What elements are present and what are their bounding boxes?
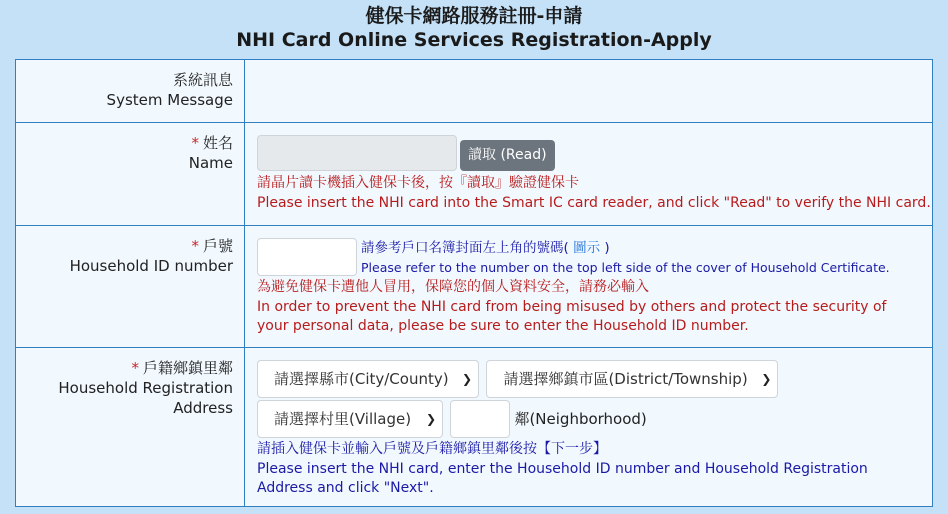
page-title-zh: 健保卡網路服務註冊-申請 [365, 5, 583, 27]
household-id-warn-en: In order to prevent the NHI card from being misused by others and protect the security of your personal data, please be sure to enter the Household ID number. [257, 298, 887, 334]
household-example-link[interactable]: 圖示 [568, 240, 605, 256]
city-select[interactable] [257, 360, 479, 398]
name-hint-en: Please insert the NHI card into the Smart IC card reader, and click "Read" to verify the NHI card. [257, 194, 931, 211]
chevron-down-icon: ❯ [461, 372, 472, 386]
city-select-value: 請選擇縣市(City/County) [274, 370, 449, 388]
district-select[interactable] [486, 360, 778, 398]
required-mark: * [191, 134, 199, 152]
name-hint-zh: 請晶片讀卡機插入健保卡後，按『讀取』驗證健保卡 [257, 175, 579, 191]
village-select[interactable] [257, 400, 443, 438]
household-id-label [16, 226, 245, 348]
name-row [16, 123, 933, 226]
read-button[interactable]: 讀取 (Read) [460, 140, 555, 171]
name-label-zh: 姓名 [202, 134, 233, 152]
address-label-en-1: Household Registration [58, 379, 233, 397]
system-message-label [16, 60, 245, 123]
neighborhood-label: 鄰(Neighborhood) [514, 410, 647, 428]
required-mark: * [131, 359, 139, 377]
household-id-refer-zh: 請參考戶口名簿封面左上角的號碼( [361, 240, 569, 256]
name-label-en: Name [188, 154, 233, 172]
registration-form [15, 59, 933, 507]
address-row [16, 348, 933, 507]
household-id-label-zh: 戶號 [202, 237, 233, 255]
chevron-down-icon: ❯ [761, 372, 772, 386]
address-label-zh: 戶籍鄉鎮里鄰 [142, 359, 233, 377]
district-select-value: 請選擇鄉鎮市區(District/Township) [503, 370, 748, 388]
address-hint-zh: 請插入健保卡並輸入戶號及戶籍鄉鎮里鄰後按【下一步】 [257, 441, 607, 457]
name-input [257, 135, 457, 171]
system-message-row [16, 60, 933, 123]
address-field-cell [245, 348, 933, 507]
neighborhood-input[interactable] [450, 400, 510, 438]
system-message-label-zh: 系統訊息 [172, 71, 233, 89]
required-mark: * [191, 237, 199, 255]
address-label-en-2: Address [173, 399, 233, 417]
household-id-input[interactable] [257, 238, 357, 276]
name-label [16, 123, 245, 226]
household-id-row [16, 226, 933, 348]
page-header [0, 0, 948, 53]
household-id-field-cell [245, 226, 933, 348]
page-title-en: NHI Card Online Services Registration-Apply [236, 29, 712, 51]
household-id-label-en: Household ID number [69, 257, 233, 275]
address-hint-en: Please insert the NHI card, enter the Household ID number and Household Registration Address and click "Next". [257, 460, 868, 496]
household-id-warn-zh: 為避免健保卡遭他人冒用，保障您的個人資料安全，請務必輸入 [257, 279, 649, 295]
system-message-content [245, 60, 933, 123]
address-label [16, 348, 245, 507]
system-message-label-en: System Message [106, 91, 233, 109]
household-id-refer-en: Please refer to the number on the top left side of the cover of Household Certificate. [361, 260, 890, 275]
village-select-value: 請選擇村里(Village) [274, 410, 412, 428]
name-field-cell [245, 123, 933, 226]
chevron-down-icon: ❯ [425, 412, 436, 426]
household-id-refer-close: ) [604, 240, 610, 256]
